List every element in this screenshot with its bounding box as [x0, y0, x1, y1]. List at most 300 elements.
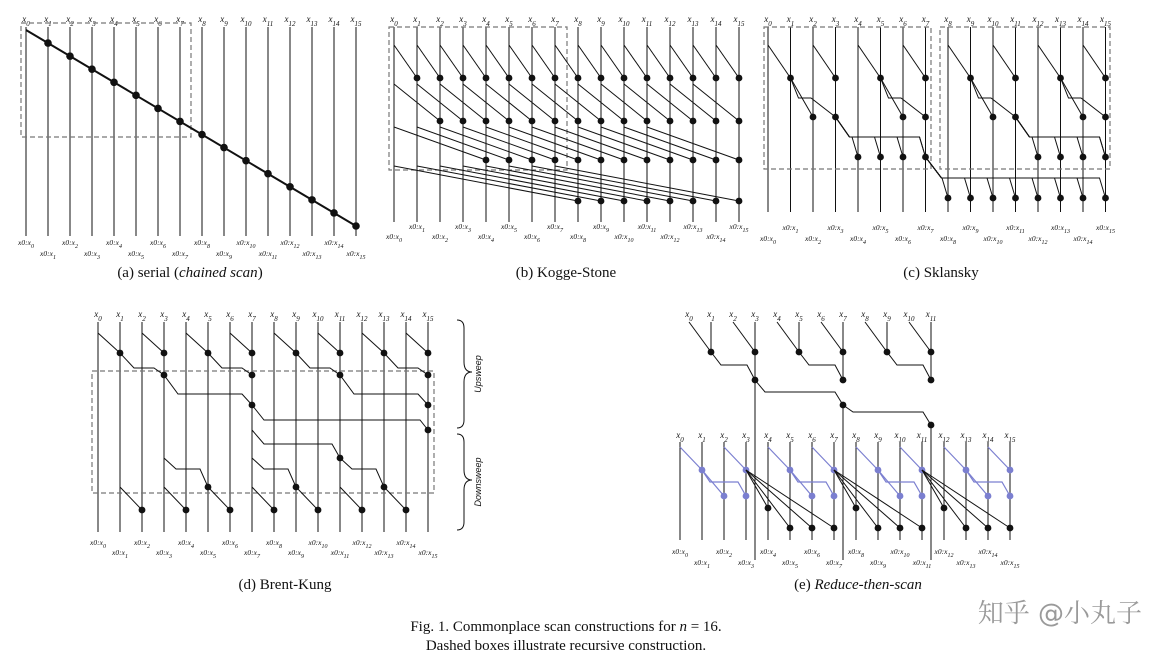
operator-dot: [832, 75, 839, 82]
operator-dot: [437, 118, 444, 125]
input-label: $x_0$: [685, 309, 693, 323]
operator-dot: [736, 198, 743, 205]
input-label: $x_8$: [852, 430, 860, 444]
input-label: $x_{15}$: [1004, 430, 1016, 444]
output-label: $x0:x_0$: [760, 234, 776, 246]
input-label: $x_5$: [132, 14, 140, 28]
output-label: $x0:x_{15}$: [346, 249, 366, 261]
operator-dot: [575, 157, 582, 164]
wire: [406, 333, 428, 353]
operator-dot: [736, 157, 743, 164]
input-label: $x_8$: [861, 309, 869, 323]
output-label: $x0:x_{12}$: [280, 238, 300, 250]
operator-dot: [919, 525, 926, 532]
carry-wire: [843, 405, 931, 425]
wire: [164, 487, 186, 510]
output-label: $x0:x_3$: [84, 249, 100, 261]
input-label: $x_9$: [220, 14, 228, 28]
kogge-wire: [601, 45, 624, 78]
operator-dot: [575, 75, 582, 82]
local-scan-wire: [966, 470, 988, 496]
input-label: $x_{12}$: [284, 14, 296, 28]
output-label: $x0:x_6$: [895, 234, 911, 246]
output-label: $x0:x_5$: [872, 223, 889, 235]
operator-dot: [552, 157, 559, 164]
input-label: $x_0$: [764, 14, 772, 28]
input-label: $x_3$: [88, 14, 96, 28]
operator-dot: [483, 157, 490, 164]
wire: [384, 487, 406, 510]
kogge-wire: [578, 45, 601, 78]
operator-dot: [644, 118, 651, 125]
output-label: $x0:x_{10}$: [614, 232, 634, 244]
operator-dot: [575, 198, 582, 205]
input-label: $x_6$: [817, 309, 825, 323]
output-label: $x0:x_1$: [40, 249, 56, 261]
output-label: $x0:x_{11}$: [330, 548, 350, 560]
operator-dot: [1035, 154, 1042, 161]
operator-dot: [855, 154, 862, 161]
input-label: $x_6$: [899, 14, 907, 28]
output-label: $x0:x_9$: [288, 548, 304, 560]
operator-dot: [713, 118, 720, 125]
operator-dot: [1080, 195, 1087, 202]
input-label: $x_1$: [413, 14, 421, 28]
wire: [252, 487, 274, 510]
operator-dot: [1102, 75, 1109, 82]
operator-dot: [154, 105, 162, 113]
input-label: $x_8$: [270, 309, 278, 323]
caption-e: (e) Reduce-then-scan: [794, 577, 922, 593]
operator-dot: [1012, 195, 1019, 202]
output-label: $x0:x_3$: [738, 558, 754, 570]
wire: [98, 333, 120, 353]
output-label: $x0:x_2$: [805, 234, 821, 246]
input-label: $x_{13}$: [960, 430, 972, 444]
output-label: $x0:x_8$: [266, 538, 282, 550]
output-label: $x0:x_7$: [172, 249, 188, 261]
wire: [909, 322, 931, 352]
output-label: $x0:x_9$: [962, 223, 979, 235]
input-label: $x_{15}$: [1100, 14, 1111, 28]
input-label: $x_9$: [966, 14, 975, 28]
operator-dot: [88, 65, 96, 73]
output-label: $x0:x_{13}$: [374, 548, 394, 560]
operator-dot: [736, 75, 743, 82]
output-label: $x0:x_9$: [593, 222, 609, 234]
panel-serial: [17, 14, 365, 261]
output-label: $x0:x_7$: [244, 548, 260, 560]
input-label: $x_0$: [94, 309, 102, 323]
panel-kogge-stone: [385, 14, 748, 244]
kogge-wire: [532, 45, 555, 78]
upsweep-brace: [457, 320, 472, 428]
output-label: $x0:x_{11}$: [1006, 223, 1025, 235]
operator-dot: [483, 75, 490, 82]
input-label: $x_2$: [720, 430, 728, 444]
kogge-wire: [693, 45, 716, 78]
input-label: $x_{11}$: [334, 309, 346, 323]
operator-dot: [1007, 525, 1014, 532]
wire: [296, 487, 318, 510]
output-label: $x0:x_2$: [62, 238, 78, 250]
input-label: $x_6$: [528, 14, 536, 28]
local-scan-wire: [768, 447, 790, 470]
operator-dot: [831, 525, 838, 532]
input-label: $x_2$: [729, 309, 737, 323]
output-label: $x0:x_4$: [850, 234, 866, 246]
operator-dot: [990, 195, 997, 202]
operator-dot: [506, 118, 513, 125]
operator-dot: [897, 493, 904, 500]
output-label: $x0:x_4$: [106, 238, 122, 250]
input-label: $x_8$: [198, 14, 206, 28]
input-label: $x_2$: [436, 14, 444, 28]
input-label: $x_{13}$: [687, 14, 699, 28]
input-label: $x_1$: [698, 430, 706, 444]
output-label: $x0:x_4$: [760, 547, 776, 559]
caption-a: (a) serial (chained scan): [117, 265, 263, 281]
operator-dot: [425, 427, 432, 434]
output-label: $x0:x_0$: [672, 547, 688, 559]
input-label: $x_3$: [742, 430, 750, 444]
wire: [340, 487, 362, 510]
input-label: $x_6$: [154, 14, 162, 28]
operator-dot: [787, 525, 794, 532]
operator-dot: [337, 350, 344, 357]
output-label: $x0:x_{14}$: [978, 547, 998, 559]
output-label: $x0:x_0$: [90, 538, 106, 550]
local-scan-wire: [900, 447, 922, 470]
input-label: $x_9$: [292, 309, 300, 323]
input-label: $x_{14}$: [710, 14, 722, 28]
operator-dot: [598, 75, 605, 82]
operator-dot: [809, 525, 816, 532]
output-label: $x0:x_{14}$: [396, 538, 416, 550]
figure-caption-line1: Fig. 1. Commonplace scan constructions for n = 16.: [410, 619, 722, 635]
local-scan-wire: [878, 470, 900, 496]
output-label: $x0:x_{10}$: [308, 538, 328, 550]
input-label: $x_{12}$: [938, 430, 950, 444]
wire: [733, 322, 755, 352]
input-label: $x_8$: [944, 14, 952, 28]
operator-dot: [667, 118, 674, 125]
operator-dot: [621, 75, 628, 82]
operator-dot: [575, 118, 582, 125]
output-label: $x0:x_6$: [804, 547, 820, 559]
input-label: $x_7$: [551, 14, 559, 28]
input-label: $x_1$: [116, 309, 124, 323]
operator-dot: [1102, 154, 1109, 161]
wire: [948, 45, 971, 78]
output-label: $x0:x_5$: [200, 548, 216, 560]
operator-dot: [922, 75, 929, 82]
input-label: $x_{15}$: [350, 14, 362, 28]
operator-dot: [900, 154, 907, 161]
kogge-wire: [647, 45, 670, 78]
input-label: $x_{10}$: [312, 309, 324, 323]
operator-dot: [598, 118, 605, 125]
wire: [1038, 45, 1061, 78]
operator-dot: [330, 209, 338, 217]
input-label: $x_4$: [482, 14, 490, 28]
operator-dot: [900, 114, 907, 121]
wire: [186, 333, 208, 353]
input-label: $x_{11}$: [1010, 14, 1021, 28]
operator-dot: [875, 525, 882, 532]
output-label: $x0:x_6$: [150, 238, 166, 250]
wire: [858, 45, 881, 78]
kogge-wire: [624, 45, 647, 78]
input-label: $x_3$: [831, 14, 840, 28]
recursion-box: [940, 27, 1110, 169]
output-label: $x0:x_3$: [827, 223, 844, 235]
operator-dot: [359, 507, 366, 514]
output-label: $x0:x_{13}$: [683, 222, 703, 234]
input-label: $x_{11}$: [925, 309, 937, 323]
wire: [1083, 45, 1106, 78]
wire: [120, 487, 142, 510]
output-label: $x0:x_4$: [178, 538, 194, 550]
output-label: $x0:x_0$: [18, 238, 34, 250]
kogge-wire: [670, 45, 693, 78]
operator-dot: [919, 493, 926, 500]
output-label: $x0:x_4$: [478, 232, 494, 244]
input-label: $x_7$: [921, 14, 930, 28]
operator-dot: [1012, 75, 1019, 82]
carry-wire: [834, 470, 900, 528]
watermark: 知乎 @小丸子: [977, 599, 1142, 629]
operator-dot: [644, 157, 651, 164]
operator-dot: [621, 118, 628, 125]
input-label: $x_5$: [876, 14, 885, 28]
kogge-wire: [509, 45, 532, 78]
operator-dot: [985, 525, 992, 532]
input-label: $x_0$: [676, 430, 684, 444]
operator-dot: [425, 372, 432, 379]
operator-dot: [460, 118, 467, 125]
operator-dot: [414, 75, 421, 82]
operator-dot: [198, 131, 206, 139]
kogge-wire: [486, 45, 509, 78]
operator-dot: [139, 507, 146, 514]
input-label: $x_{11}$: [262, 14, 274, 28]
input-label: $x_0$: [390, 14, 398, 28]
operator-dot: [897, 525, 904, 532]
output-label: $x0:x_{10}$: [890, 547, 910, 559]
output-label: $x0:x_2$: [432, 232, 448, 244]
output-label: $x0:x_9$: [216, 249, 232, 261]
kogge-wire: [394, 45, 417, 78]
carry-wire: [711, 352, 755, 380]
operator-dot: [941, 505, 948, 512]
operator-dot: [922, 114, 929, 121]
operator-dot: [667, 157, 674, 164]
input-label: $x_{13}$: [306, 14, 318, 28]
operator-dot: [308, 196, 316, 204]
carry-wire: [922, 470, 988, 528]
operator-dot: [713, 157, 720, 164]
input-label: $x_4$: [773, 309, 781, 323]
operator-dot: [66, 52, 74, 60]
wire: [813, 45, 836, 78]
output-label: $x0:x_7$: [917, 223, 934, 235]
operator-dot: [667, 198, 674, 205]
operator-dot: [506, 75, 513, 82]
input-label: $x_5$: [204, 309, 212, 323]
kogge-wire: [463, 45, 486, 78]
kogge-wire: [417, 45, 440, 78]
figure-caption-line2: Dashed boxes illustrate recursive construction.: [425, 638, 707, 654]
operator-dot: [552, 75, 559, 82]
operator-dot: [598, 157, 605, 164]
downsweep-brace: [457, 434, 472, 530]
output-label: $x0:x_8$: [194, 238, 210, 250]
input-label: $x_{14}$: [1077, 14, 1089, 28]
input-label: $x_7$: [248, 309, 256, 323]
operator-dot: [529, 118, 536, 125]
input-label: $x_4$: [182, 309, 190, 323]
input-label: $x_{13}$: [378, 309, 390, 323]
operator-dot: [810, 114, 817, 121]
output-label: $x0:x_{15}$: [729, 222, 749, 234]
input-label: $x_{10}$: [240, 14, 252, 28]
output-label: $x0:x_7$: [826, 558, 842, 570]
output-label: $x0:x_{13}$: [302, 249, 322, 261]
wire: [142, 333, 164, 353]
input-label: $x_{14}$: [982, 430, 994, 444]
input-label: $x_{14}$: [328, 14, 340, 28]
output-label: $x0:x_7$: [547, 222, 563, 234]
operator-dot: [690, 118, 697, 125]
input-label: $x_2$: [138, 309, 146, 323]
operator-dot: [249, 372, 256, 379]
input-label: $x_5$: [786, 430, 794, 444]
operator-dot: [877, 154, 884, 161]
operator-dot: [598, 198, 605, 205]
carry-wire: [746, 470, 768, 508]
local-scan-wire: [812, 447, 834, 470]
input-label: $x_{13}$: [1055, 14, 1066, 28]
input-label: $x_7$: [176, 14, 184, 28]
kogge-wire: [716, 45, 739, 78]
downsweep-label: Downsweep: [473, 457, 483, 507]
output-label: $x0:x_2$: [716, 547, 732, 559]
output-label: $x0:x_{13}$: [956, 558, 976, 570]
operator-dot: [552, 118, 559, 125]
operator-dot: [831, 493, 838, 500]
input-label: $x_0$: [22, 14, 30, 28]
local-scan-wire: [988, 447, 1010, 470]
operator-dot: [315, 507, 322, 514]
output-label: $x0:x_{13}$: [1051, 223, 1070, 235]
wire: [865, 322, 887, 352]
operator-dot: [44, 39, 52, 47]
input-label: $x_4$: [764, 430, 772, 444]
operator-dot: [1102, 114, 1109, 121]
input-label: $x_{10}$: [903, 309, 915, 323]
output-label: $x0:x_1$: [694, 558, 710, 570]
output-label: $x0:x_6$: [524, 232, 540, 244]
operator-dot: [403, 507, 410, 514]
input-label: $x_9$: [874, 430, 882, 444]
operator-dot: [242, 157, 250, 165]
wire: [777, 322, 799, 352]
output-label: $x0:x_6$: [222, 538, 238, 550]
output-label: $x0:x_{15}$: [1096, 223, 1115, 235]
input-label: $x_2$: [66, 14, 74, 28]
output-label: $x0:x_8$: [940, 234, 956, 246]
output-label: $x0:x_{11}$: [637, 222, 657, 234]
local-scan-wire: [702, 470, 724, 496]
operator-dot: [713, 75, 720, 82]
input-label: $x_{14}$: [400, 309, 412, 323]
output-label: $x0:x_{15}$: [418, 548, 438, 560]
operator-dot: [743, 493, 750, 500]
operator-dot: [990, 114, 997, 121]
input-label: $x_8$: [574, 14, 582, 28]
input-label: $x_2$: [809, 14, 817, 28]
operator-dot: [621, 157, 628, 164]
carry-wire: [755, 380, 843, 405]
operator-dot: [945, 195, 952, 202]
operator-dot: [667, 75, 674, 82]
output-label: $x0:x_{14}$: [706, 232, 726, 244]
operator-dot: [644, 198, 651, 205]
input-label: $x_{15}$: [733, 14, 745, 28]
local-scan-wire: [856, 447, 878, 470]
panel-brent-kung: [89, 309, 437, 560]
output-label: $x0:x_{14}$: [324, 238, 344, 250]
operator-dot: [690, 75, 697, 82]
input-label: $x_4$: [854, 14, 862, 28]
output-label: $x0:x_5$: [501, 222, 517, 234]
operator-dot: [132, 92, 140, 100]
input-label: $x_{11}$: [916, 430, 928, 444]
output-label: $x0:x_1$: [409, 222, 425, 234]
output-label: $x0:x_0$: [386, 232, 402, 244]
output-label: $x0:x_{12}$: [1028, 234, 1048, 246]
operator-dot: [249, 350, 256, 357]
operator-dot: [227, 507, 234, 514]
wire: [903, 45, 926, 78]
operator-dot: [1007, 493, 1014, 500]
output-label: $x0:x_2$: [134, 538, 150, 550]
operator-dot: [1007, 467, 1014, 474]
chain-wire: [26, 30, 356, 226]
operator-dot: [110, 78, 118, 86]
caption-c: (c) Sklansky: [903, 265, 979, 281]
input-label: $x_{10}$: [987, 14, 999, 28]
operator-dot: [853, 505, 860, 512]
wire: [318, 333, 340, 353]
output-label: $x0:x_5$: [782, 558, 798, 570]
output-label: $x0:x_3$: [156, 548, 172, 560]
panel-sklansky: [759, 14, 1115, 246]
caption-d: (d) Brent-Kung: [238, 577, 332, 593]
panel-reduce-then-scan: [671, 309, 1019, 570]
input-label: $x_1$: [707, 309, 715, 323]
input-label: $x_{10}$: [618, 14, 630, 28]
input-label: $x_7$: [830, 430, 838, 444]
operator-dot: [352, 222, 360, 230]
operator-dot: [644, 75, 651, 82]
recursion-box: [92, 371, 434, 493]
input-label: $x_1$: [44, 14, 52, 28]
operator-dot: [1080, 154, 1087, 161]
operator-dot: [928, 377, 935, 384]
operator-dot: [736, 118, 743, 125]
